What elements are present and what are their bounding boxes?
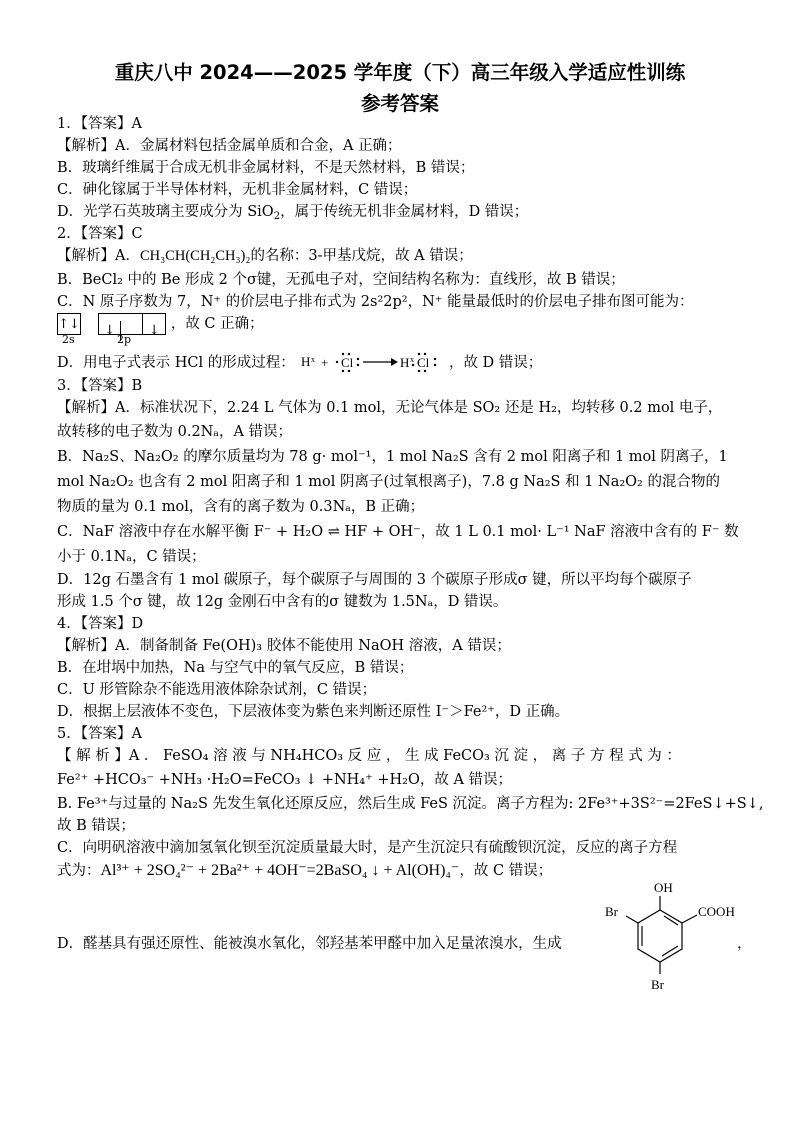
q5-ionic-equation: Al³⁺ + 2SO₄²⁻ + 2Ba²⁺ + 4OH⁻=2BaSO₄ ↓ + Al(OH)₄⁻ bbox=[100, 862, 460, 879]
oh-group-label: OH bbox=[654, 880, 673, 895]
page-title: 重庆八中 2024——2025 学年度（下）高三年级入学适应性训练 bbox=[114, 61, 686, 84]
hcl-h-right: H bbox=[400, 355, 410, 370]
q4-line-3: C．U 形管除杂不能选用液体除杂试剂，C 错误； bbox=[57, 682, 377, 698]
q1-line-2: B．玻璃纤维属于合成无机非金属材料，不是天然材料，B 错误； bbox=[57, 160, 475, 176]
q4-line-2: B．在坩埚中加热，Na 与空气中的氧气反应，B 错误； bbox=[57, 660, 414, 676]
q1-line-4: D．光学石英玻璃主要成分为 SiO$_2$，属于传统无机非金属材料，D 错误； bbox=[57, 204, 529, 222]
q5-line-7-end: ， bbox=[737, 936, 752, 952]
q3-line-2: 故转移的电子数为 0.2Nₐ，A 错误； bbox=[57, 424, 293, 440]
hcl-h-left: H bbox=[301, 354, 311, 369]
q5-line-6: 式为：Al³⁺ + 2SO₄²⁻ + 2Ba²⁺ + 4OH⁻=2BaSO₄ ↓ + Al(OH)₄⁻，故 C 错误； bbox=[57, 862, 553, 879]
q5-line-1: 【 解 析 】A ． FeSO₄ 溶 液 与 NH₄HCO₃ 反 应 ， 生 成 FeCO₃ 沉 淀 ， 离 子 方 程 式 为 ： bbox=[57, 748, 681, 764]
q3-line-6: C．NaF 溶液中存在水解平衡 F⁻ + H₂O ⇌ HF + OH⁻，故 1 L 0.1 mol· L⁻¹ NaF 溶液中含有的 F⁻ 数 bbox=[57, 524, 739, 540]
svg-text:+: + bbox=[321, 355, 329, 370]
q2-line-1: 【解析】A．CH₃CH(CH₂CH₃)₂的名称：3-甲基戊烷，故 A 错误； bbox=[57, 248, 473, 264]
q1-line-1: 【解析】A．金属材料包括金属单质和合金，A 正确； bbox=[57, 138, 402, 154]
q3-line-8: D．12g 石墨含有 1 mol 碳原子，每个碳原子与周围的 3 个碳原子形成σ 键，所以平均每个碳原子 bbox=[57, 572, 692, 588]
q2-line-5: D．用电子式表示 HCl 的形成过程： H x + Cl H x Cl ，故 D 错误； bbox=[57, 354, 543, 371]
cooh-group-label: COOH bbox=[698, 904, 735, 919]
q5-answer: 5．【答案】A bbox=[57, 726, 142, 742]
q1-line-3: C．砷化镓属于半导体材料，无机非金属材料，C 错误； bbox=[57, 182, 418, 198]
q3-line-7: 小于 0.1Nₐ，C 错误； bbox=[57, 549, 206, 565]
q3-answer: 3．【答案】B bbox=[57, 378, 143, 394]
q5-line-5: C．向明矾溶液中滴加氢氧化钡至沉淀质量最大时，是产生沉淀只有硫酸钡沉淀，反应的离子方程 bbox=[57, 840, 678, 856]
orbital-2s-label: 2s bbox=[62, 333, 75, 346]
q3-line-9: 形成 1.5 个σ 键，故 12g 金刚石中含有的σ 键数为 1.5Nₐ，D 错误。 bbox=[57, 594, 508, 610]
q3-line-5: 物质的量为 0.1 mol，含有的离子数为 0.3Nₐ，B 正确； bbox=[57, 499, 425, 515]
q4-line-1: 【解析】A．制备制备 Fe(OH)₃ 胶体不能使用 NaOH 溶液，A 错误； bbox=[57, 638, 511, 654]
q4-answer: 4．【答案】D bbox=[57, 616, 144, 632]
q5-line-4: 故 B 错误； bbox=[57, 818, 135, 834]
q5-line-7: D．醛基具有强还原性、能被溴水氧化，邻羟基苯甲醛中加入足量浓溴水，生成 bbox=[57, 936, 562, 952]
q5-line-2: Fe²⁺ +HCO₃⁻ +NH₃ ·H₂O=FeCO₃ ↓ +NH₄⁺ +H₂O，故 A 错误； bbox=[57, 772, 513, 788]
orbital-2p-box: ↓ ↓ bbox=[98, 313, 166, 335]
br-bottom-label: Br bbox=[651, 977, 664, 992]
q3-line-1: 【解析】A．标准状况下，2.24 L 气体为 0.1 mol，无论气体是 SO₂ 还是 H₂，均转移 0.2 mol 电子， bbox=[57, 400, 723, 416]
page-subtitle: 参考答案 bbox=[360, 92, 439, 115]
q2-formula: CH₃CH(CH₂CH₃)₂ bbox=[139, 248, 251, 264]
q2-line-3: C．N 原子序数为 7，N⁺ 的价层电子排布式为 2s²2p²，N⁺ 能量最低时的价层电子排布图可能为： bbox=[57, 294, 694, 310]
orbital-2s-box: ↑↓ bbox=[57, 313, 81, 335]
dibromosalicylic-acid-structure bbox=[600, 878, 750, 996]
q4-line-4: D．根据上层液体不变色，下层液体变为紫色来判断还原性 I⁻＞Fe²⁺，D 正确。 bbox=[57, 704, 570, 720]
svg-text:x: x bbox=[410, 355, 415, 364]
q5-line-3: B. Fe³⁺与过量的 Na₂S 先发生氧化还原反应，然后生成 FeS 沉淀。离子方程为: 2Fe³⁺+3S²⁻=2FeS↓+S↓, bbox=[57, 796, 764, 812]
hcl-cl-left: Cl bbox=[341, 355, 354, 370]
q2-line-2: B．BeCl₂ 中的 Be 形成 2 个σ键，无孤电子对，空间结构名称为：直线形，故 B 错误； bbox=[57, 272, 625, 288]
hcl-cl-right: Cl bbox=[417, 355, 430, 370]
hcl-formation-diagram bbox=[299, 352, 444, 372]
q3-line-4: mol Na₂O₂ 也含有 2 mol 阳离子和 1 mol 阴离子(过氧根离子)，7.8 g Na₂S 和 1 Na₂O₂ 的混合物的 bbox=[57, 474, 720, 490]
orbital-2p-label: 2p bbox=[117, 333, 132, 346]
q1-answer: 1．【答案】A bbox=[57, 116, 142, 132]
q2-orbital-diagram: ↑↓ ↓ ↓ ，故 C 正确； bbox=[57, 313, 264, 335]
svg-text:x: x bbox=[311, 355, 316, 364]
q2-answer: 2．【答案】C bbox=[57, 226, 143, 242]
br-top-label: Br bbox=[605, 904, 618, 919]
q3-line-3: B．Na₂S、Na₂O₂ 的摩尔质量均为 78 g· mol⁻¹，1 mol Na₂S 含有 2 mol 阳离子和 1 mol 阴离子，1 bbox=[57, 449, 728, 465]
